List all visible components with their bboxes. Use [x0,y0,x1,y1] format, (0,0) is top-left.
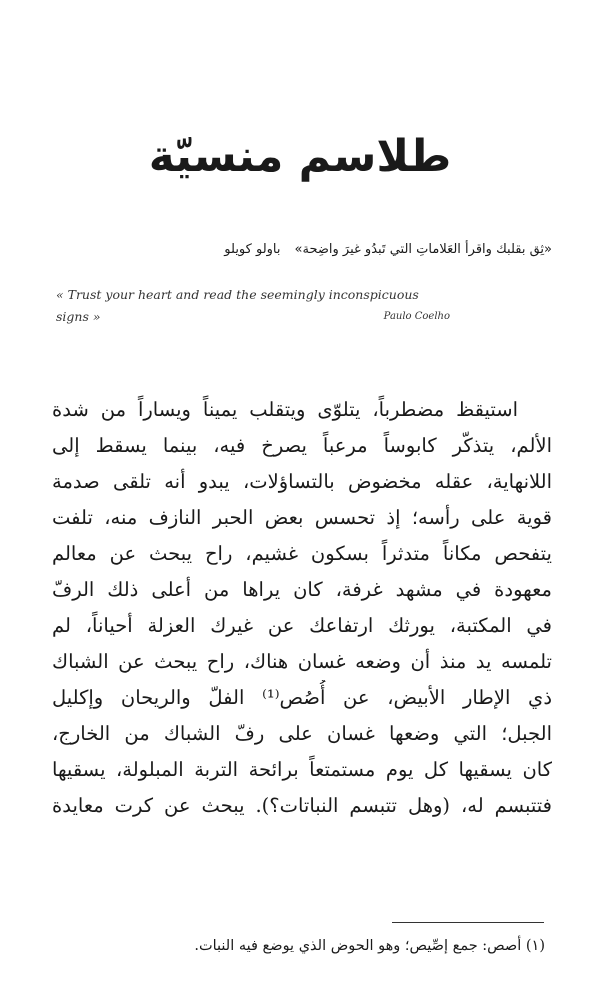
body-line: في المكتبة، يورثك ارتفاعك عن غيرك العزلة أحياناً، لم [52,614,552,637]
footnote-separator [392,922,544,923]
english-epigraph [56,284,496,328]
body-line: فتتبسم له، (وهل تتبسم النباتات؟). يبحث عن كرت معايدة [52,794,552,817]
english-epigraph-line-1: « Trust your heart and read the seemingly inconspicuous [56,287,419,302]
body-line: يتفحص مكاناً متدثراً بسكون غشيم، راح يبحث عن معالم [52,542,552,565]
body-line: كان يسقيها كل يوم مستمتعاً برائحة التربة المبلولة، يسقيها [52,758,552,781]
body-paragraph [52,392,552,824]
page-title: طلاسم منسيّة [148,131,452,182]
body-line: استيقظ مضطرباً، يتلوّى ويتقلب يميناً ويساراً من شدة [52,398,518,421]
body-line: تلمسه يد منذ أن وضعه غسان هناك، راح يبحث عن الشباك [52,650,552,673]
english-epigraph-line-2: signs » [56,309,101,324]
arabic-epigraph-author: باولو كويلو [224,242,281,257]
body-line: قوية على رأسه؛ إذ تحسس بعض الحبر النازف منه، تلفت [52,506,552,529]
body-line: اللانهاية، عقله مخضوض بالتساؤلات، يبدو أنه تلقى صدمة [52,470,552,493]
footnote: (١) أصص: جمع إصِّيص؛ وهو الحوض الذي يوضع فيه النبات. [194,938,545,954]
body-line: ذي الإطار الأبيض، عن أُصُص⁽¹⁾ الفلّ والريحان وإكليل [52,686,552,709]
body-line: الجبل؛ التي وضعها غسان على رفّ الشباك من الخارج، [52,722,552,745]
arabic-epigraph [52,240,552,260]
body-line: الألم، يتذكّر كابوساً مرعباً يصرخ فيه، بينما يسقط إلى [52,434,552,457]
english-epigraph-author: Paulo Coelho [383,311,450,322]
body-line: معهودة في مشهد غرفة، كان يراها من أعلى ذلك الرفّ [52,578,552,601]
arabic-epigraph-quote: «ثِق بقلبك واقرأ العَلاماتِ التي تَبدُو غيرَ واضِحة» [294,242,552,257]
